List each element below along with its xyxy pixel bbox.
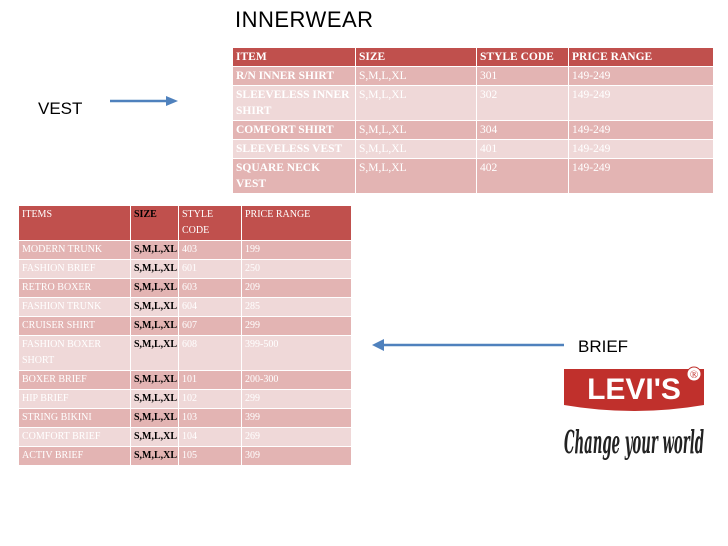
- table-row: [233, 140, 714, 159]
- vest-header-cell: PRICE RANGE: [569, 48, 714, 67]
- logo-brand: LEVI'S: [587, 373, 681, 406]
- brief-cell: S,M,L,XL: [131, 298, 179, 317]
- vest-cell: 402: [477, 159, 569, 194]
- brief-cell: S,M,L,XL: [131, 409, 179, 428]
- vest-cell: S,M,L,XL: [356, 121, 477, 140]
- brief-cell: S,M,L,XL: [131, 371, 179, 390]
- vest-cell: 149-249: [569, 159, 714, 194]
- vest-cell: R/N INNER SHIRT: [233, 67, 356, 86]
- brief-cell: S,M,L,XL: [131, 428, 179, 447]
- brief-cell: S,M,L,XL: [131, 241, 179, 260]
- brief-cell: RETRO BOXER: [19, 279, 131, 298]
- brief-cell: 604: [179, 298, 242, 317]
- brief-cell: 103: [179, 409, 242, 428]
- brief-cell: 250: [242, 260, 352, 279]
- brief-header-cell: STYLE CODE: [179, 206, 242, 241]
- brief-cell: HIP BRIEF: [19, 390, 131, 409]
- vest-cell: COMFORT SHIRT: [233, 121, 356, 140]
- vest-header-row: [233, 48, 714, 67]
- brief-cell: S,M,L,XL: [131, 390, 179, 409]
- brief-cell: 299: [242, 317, 352, 336]
- table-row: [19, 336, 352, 371]
- page-title: INNERWEAR: [235, 7, 374, 32]
- brief-cell: 209: [242, 279, 352, 298]
- brief-cell: 399-500: [242, 336, 352, 371]
- logo-registered: ®: [689, 369, 699, 381]
- brief-cell: STRING BIKINI: [19, 409, 131, 428]
- table-row: [233, 159, 714, 194]
- brief-cell: S,M,L,XL: [131, 260, 179, 279]
- table-row: [19, 241, 352, 260]
- brief-cell: CRUISER SHIRT: [19, 317, 131, 336]
- brief-cell: ACTIV BRIEF: [19, 447, 131, 466]
- table-row: [233, 121, 714, 140]
- vest-cell: 301: [477, 67, 569, 86]
- brief-cell: 403: [179, 241, 242, 260]
- brief-header-row: [19, 206, 352, 241]
- brief-cell: 601: [179, 260, 242, 279]
- vest-header-cell: ITEM: [233, 48, 356, 67]
- brief-cell: S,M,L,XL: [131, 336, 179, 371]
- brief-cell: COMFORT BRIEF: [19, 428, 131, 447]
- vest-cell: 149-249: [569, 67, 714, 86]
- vest-cell: SLEEVELESS INNER SHIRT: [233, 86, 356, 121]
- vest-cell: S,M,L,XL: [356, 86, 477, 121]
- brief-cell: 200-300: [242, 371, 352, 390]
- brief-header-cell: ITEMS: [19, 206, 131, 241]
- brief-cell: BOXER BRIEF: [19, 371, 131, 390]
- table-row: [19, 279, 352, 298]
- brief-cell: S,M,L,XL: [131, 447, 179, 466]
- vest-cell: 149-249: [569, 140, 714, 159]
- brief-cell: 101: [179, 371, 242, 390]
- vest-cell: 401: [477, 140, 569, 159]
- table-row: [19, 428, 352, 447]
- brief-table: [18, 205, 352, 466]
- vest-cell: 149-249: [569, 121, 714, 140]
- brief-cell: 285: [242, 298, 352, 317]
- table-row: [233, 86, 714, 121]
- vest-cell: SLEEVELESS VEST: [233, 140, 356, 159]
- brief-cell: 102: [179, 390, 242, 409]
- brief-cell: 309: [242, 447, 352, 466]
- vest-arrow: [108, 93, 180, 109]
- vest-header-cell: STYLE CODE: [477, 48, 569, 67]
- brief-cell: S,M,L,XL: [131, 317, 179, 336]
- brief-cell: FASHION BRIEF: [19, 260, 131, 279]
- brief-cell: 199: [242, 241, 352, 260]
- table-row: [19, 317, 352, 336]
- vest-cell: 149-249: [569, 86, 714, 121]
- brief-cell: 269: [242, 428, 352, 447]
- table-row: [19, 371, 352, 390]
- brief-cell: S,M,L,XL: [131, 279, 179, 298]
- vest-cell: S,M,L,XL: [356, 67, 477, 86]
- table-row: [19, 409, 352, 428]
- brief-cell: 608: [179, 336, 242, 371]
- brief-cell: 607: [179, 317, 242, 336]
- vest-cell: SQUARE NECK VEST: [233, 159, 356, 194]
- vest-cell: 302: [477, 86, 569, 121]
- brief-header-cell: SIZE: [131, 206, 179, 241]
- brief-header-cell: PRICE RANGE: [242, 206, 352, 241]
- table-row: [19, 390, 352, 409]
- logo-slogan: Change your world: [564, 423, 704, 461]
- brief-arrow: [370, 336, 566, 354]
- brief-cell: 603: [179, 279, 242, 298]
- brief-cell: FASHION TRUNK: [19, 298, 131, 317]
- vest-cell: S,M,L,XL: [356, 140, 477, 159]
- vest-cell: 304: [477, 121, 569, 140]
- brief-cell: 299: [242, 390, 352, 409]
- table-row: [233, 67, 714, 86]
- vest-cell: S,M,L,XL: [356, 159, 477, 194]
- brief-cell: 104: [179, 428, 242, 447]
- brief-cell: 105: [179, 447, 242, 466]
- levis-logo: [560, 365, 708, 525]
- brief-cell: FASHION BOXER SHORT: [19, 336, 131, 371]
- brief-label: BRIEF: [578, 337, 629, 356]
- table-row: [19, 447, 352, 466]
- table-row: [19, 260, 352, 279]
- table-row: [19, 298, 352, 317]
- vest-label: VEST: [38, 99, 83, 118]
- vest-table: [232, 47, 714, 194]
- vest-header-cell: SIZE: [356, 48, 477, 67]
- brief-cell: 399: [242, 409, 352, 428]
- brief-cell: MODERN TRUNK: [19, 241, 131, 260]
